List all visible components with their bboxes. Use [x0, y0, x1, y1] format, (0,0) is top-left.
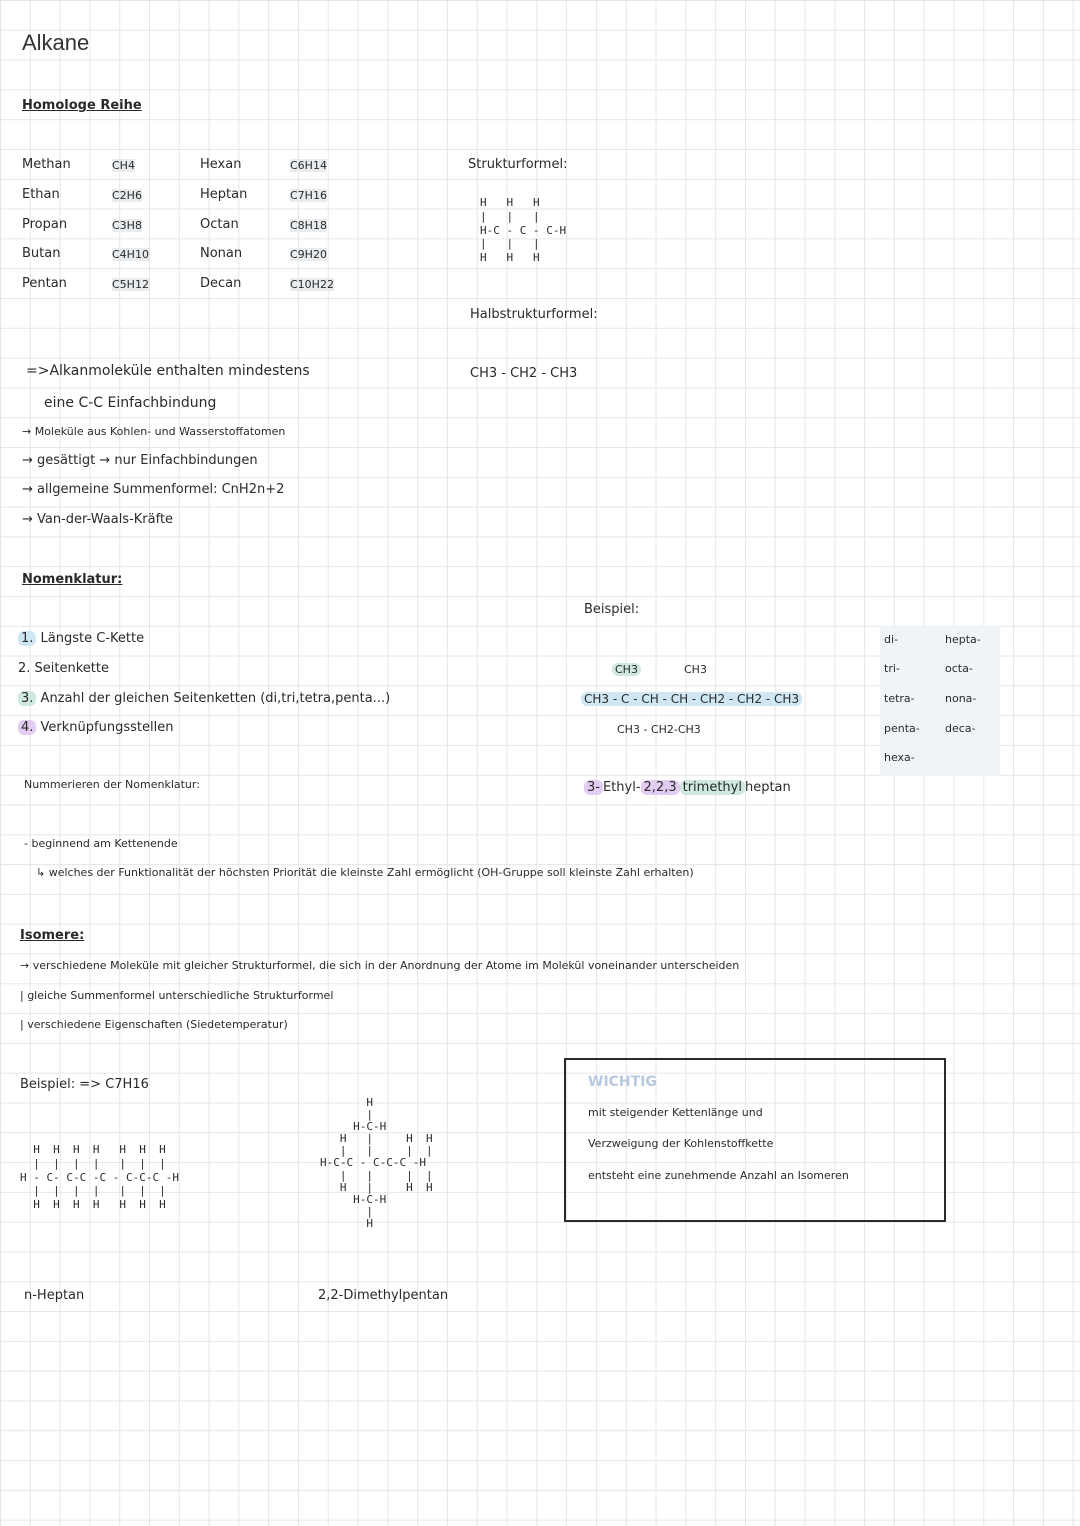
wichtig-line3: entsteht eine zunehmende Anzahl an Isomeren: [588, 1169, 849, 1182]
nummerieren-line1: - beginnend am Kettenende: [24, 837, 178, 850]
prefix-right-1: octa-: [945, 662, 973, 675]
homologe-left-formula-4: C5H12: [112, 278, 149, 291]
homologe-heading: Homologe Reihe: [22, 98, 142, 113]
rule-3-num: 3.: [18, 691, 36, 706]
rule-4-text: Verknüpfungsstellen: [40, 720, 174, 735]
homologe-left-name-1: Ethan: [22, 187, 60, 202]
homologe-left-name-0: Methan: [22, 157, 71, 172]
rule-4-num: 4.: [18, 720, 36, 735]
facts-item-0: → Moleküle aus Kohlen- und Wasserstoffatomen: [22, 425, 286, 438]
prefix-right-0: hepta-: [945, 633, 981, 646]
homologe-right-formula-3: C9H20: [290, 248, 327, 261]
rule-1-num: 1.: [18, 631, 36, 646]
beispiel-label: Beispiel:: [584, 602, 640, 617]
wichtig-line1: mit steigender Kettenlänge und: [588, 1106, 763, 1119]
rule-4: [18, 720, 173, 735]
wichtig-line2: Verzweigung der Kohlenstoffkette: [588, 1137, 774, 1150]
nummerieren-label: Nummerieren der Nomenklatur:: [24, 778, 200, 791]
dimethylpentan-drawing: H | H-C-H H | H H | | | | H-C-C - C-C-C -H | | | | H | H H H-C-H | H: [320, 1096, 433, 1230]
nomenklatur-heading: Nomenklatur:: [22, 572, 123, 587]
halbstruktur-label: Halbstrukturformel:: [470, 307, 598, 322]
facts-line1: =>Alkanmoleküle enthalten mindestens: [26, 363, 310, 379]
prefix-left-1: tri-: [884, 662, 900, 675]
struktur-label: Strukturformel:: [468, 157, 568, 172]
homologe-left-name-2: Propan: [22, 217, 68, 232]
homologe-right-formula-4: C10H22: [290, 278, 334, 291]
prefix-left-4: hexa-: [884, 751, 915, 764]
homologe-right-name-3: Nonan: [200, 246, 243, 261]
rule-3: [18, 691, 390, 706]
homologe-left-formula-2: C3H8: [112, 219, 142, 232]
example-top-right: CH3: [684, 663, 707, 676]
isomere-heading: Isomere:: [20, 928, 85, 943]
example-name-part-3: 2,2,3: [641, 780, 680, 795]
wichtig-title: WICHTIG: [588, 1074, 657, 1090]
example-name-part-1: Ethyl: [602, 780, 636, 795]
homologe-right-formula-0: C6H14: [290, 159, 327, 172]
halbstruktur-formula: CH3 - CH2 - CH3: [470, 366, 578, 381]
page-title: Alkane: [22, 30, 90, 55]
homologe-right-name-4: Decan: [200, 276, 242, 291]
homologe-left-formula-3: C4H10: [112, 248, 149, 261]
facts-item-2: → allgemeine Summenformel: CnH2n+2: [22, 482, 285, 497]
prefix-left-3: penta-: [884, 722, 920, 735]
homologe-left-name-4: Pentan: [22, 276, 67, 291]
homologe-right-name-0: Hexan: [200, 157, 242, 172]
struktur-drawing: H H H | | | H-C - C - C-H | | | H H H: [480, 196, 567, 264]
homologe-right-formula-1: C7H16: [290, 189, 327, 202]
prefix-left-2: tetra-: [884, 692, 915, 705]
homologe-right-formula-2: C8H18: [290, 219, 327, 232]
example-name-part-2: -: [635, 780, 641, 795]
homologe-right-name-1: Heptan: [200, 187, 248, 202]
example-top-left: CH3: [612, 663, 641, 676]
example-name-part-5: heptan: [744, 780, 791, 795]
facts-item-1: → gesättigt → nur Einfachbindungen: [22, 453, 258, 468]
example-name-part-0: 3-: [584, 780, 603, 795]
homologe-left-name-3: Butan: [22, 246, 61, 261]
nummerieren-line2: ↳ welches der Funktionalität der höchsten Priorität die kleinste Zahl ermöglicht (OH-Gruppe soll kleinste Zahl erhalten): [36, 866, 694, 879]
facts-line2: eine C-C Einfachbindung: [44, 395, 217, 411]
example-name: [584, 780, 791, 795]
rule-2: [18, 661, 109, 676]
example-name-part-4: trimethyl: [680, 780, 745, 795]
prefix-right-3: deca-: [945, 722, 976, 735]
isomere-line2: | gleiche Summenformel unterschiedliche Strukturformel: [20, 989, 334, 1002]
dimethylpentan-label: 2,2-Dimethylpentan: [318, 1288, 449, 1303]
rule-3-text: Anzahl der gleichen Seitenketten (di,tri,tetra,penta...): [40, 691, 391, 706]
rule-2-text: Seitenkette: [34, 661, 109, 676]
rule-1: [18, 631, 144, 646]
rule-1-text: Längste C-Kette: [40, 631, 145, 646]
example-chain: CH3 - C - CH - CH - CH2 - CH2 - CH3: [581, 692, 802, 706]
isomere-line1: → verschiedene Moleküle mit gleicher Strukturformel, die sich in der Anordnung der Atome im Molekül voneinander unterscheiden: [20, 959, 740, 972]
heptan-label: n-Heptan: [24, 1288, 85, 1303]
isomere-beispiel: Beispiel: => C7H16: [20, 1077, 149, 1092]
prefix-left-0: di-: [884, 633, 899, 646]
isomere-line3: | verschiedene Eigenschaften (Siedetemperatur): [20, 1018, 288, 1031]
homologe-left-formula-1: C2H6: [112, 189, 142, 202]
heptan-drawing: H H H H H H H | | | | | | | H - C- C-C -C - C-C-C -H | | | | | | | H H H H H H H: [20, 1143, 179, 1211]
facts-item-3: → Van-der-Waals-Kräfte: [22, 512, 174, 527]
prefix-right-2: nona-: [945, 692, 977, 705]
homologe-right-name-2: Octan: [200, 217, 239, 232]
homologe-left-formula-0: CH4: [112, 159, 135, 172]
rule-2-num: 2.: [18, 661, 31, 676]
example-bottom: CH3 - CH2-CH3: [617, 723, 701, 736]
